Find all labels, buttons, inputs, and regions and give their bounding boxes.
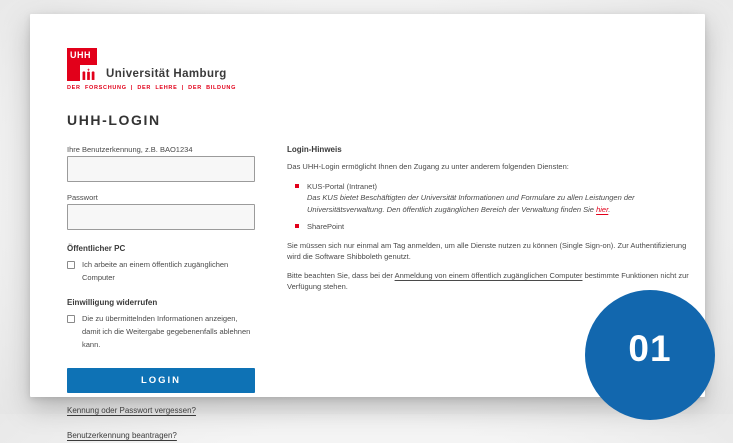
uhh-logo: [67, 48, 97, 81]
sso-paragraph: Sie müssen sich nur einmal am Tag anmelden, um alle Dienste nutzen zu können (Single Sign-on). Zur Authentifizierung wird die Software Shibboleth genutzt.: [287, 240, 687, 261]
hint-heading: Login-Hinweis: [287, 145, 342, 154]
hint-intro: Das UHH-Login ermöglicht Ihnen den Zugang zu unter anderem folgenden Diensten:: [287, 162, 569, 171]
public-computer-notice: Bitte beachten Sie, dass bei der Anmeldung von einem öffentlich zugänglichen Computer bestimmte Funktionen nicht zur Verfügung stehen.: [287, 270, 689, 291]
kus-portal-title: KUS-Portal (Intranet): [307, 181, 378, 191]
hier-link[interactable]: hier: [596, 204, 609, 214]
bullet-square-icon: [295, 224, 299, 228]
brand-header: [67, 48, 705, 81]
step-number: 01: [628, 327, 672, 369]
brand-tagline: DER FORSCHUNG | DER LEHRE | DER BILDUNG: [67, 85, 237, 91]
public-pc-heading: Öffentlicher PC: [67, 244, 126, 253]
sharepoint-title: SharePoint: [307, 222, 345, 231]
password-input[interactable]: [67, 204, 255, 230]
uhh-logo-text: UHH: [70, 50, 91, 60]
consent-checkbox[interactable]: [67, 315, 75, 323]
public-pc-checkbox[interactable]: [67, 261, 75, 269]
bullet-square-icon: [295, 184, 299, 188]
login-button[interactable]: LOGIN: [67, 368, 255, 393]
request-account-link[interactable]: Benutzerkennung beantragen?: [67, 431, 177, 440]
hamburg-castle-icon: [80, 65, 97, 81]
page-title: UHH-LOGIN: [67, 112, 161, 128]
consent-heading: Einwilligung widerrufen: [67, 298, 158, 307]
consent-checkbox-label: Die zu übermittelnden Informationen anzeigen, damit ich die Weitergabe gegebenenfalls ablehnen kann.: [82, 314, 251, 349]
services-list: [287, 181, 699, 233]
password-label: Passwort: [67, 193, 98, 202]
public-pc-checkbox-label: Ich arbeite an einem öffentlich zugänglichen Computer: [82, 260, 229, 282]
university-name: Universität Hamburg: [106, 68, 227, 80]
step-number-badge: [585, 290, 715, 420]
username-label: Ihre Benutzerkennung, z.B. BAO1234: [67, 145, 193, 154]
list-item: [287, 221, 699, 233]
public-computer-link[interactable]: Anmeldung von einem öffentlich zugänglichen Computer: [394, 270, 583, 280]
forgot-password-link[interactable]: Kennung oder Passwort vergessen?: [67, 406, 196, 415]
kus-portal-description: Das KUS bietet Beschäftigten der Universität Informationen und Formulare zu allen Leistungen der Universitätsverwaltung. Den öffentlich zugänglichen Bereich der Verwaltung finden Sie hier.: [307, 193, 635, 214]
list-item: [287, 181, 699, 216]
login-card: [30, 14, 705, 440]
login-form: [67, 145, 255, 443]
username-input[interactable]: [67, 156, 255, 182]
